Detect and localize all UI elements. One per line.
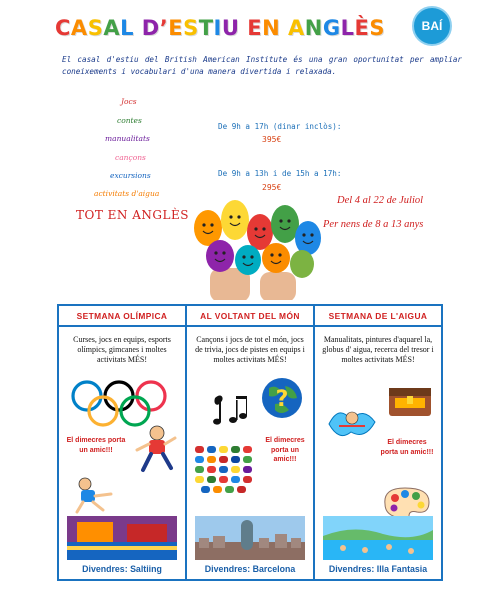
title-letter: G [322,16,341,40]
title-letter: E [247,16,263,40]
title-letter: A [103,16,121,40]
week-olympic-column [59,306,185,579]
friday-excursion: Divendres: Saltiing [82,564,162,574]
trampoline-park-photo [67,516,177,560]
title-letter: A [70,16,88,40]
title-letter: L [340,16,355,40]
activity-item: cançons [115,153,146,162]
title-letter: A [287,16,305,40]
tagline: TOT EN ANGLÈS [76,208,189,222]
schedule-half-day: De 9h a 13h i de 15h a 17h: [218,169,342,178]
painted-hands-image [190,198,325,300]
trampoline-photo-icon [67,516,177,560]
svg-text:?: ? [275,387,289,412]
friday-excursion: Divendres: Barcelona [204,564,296,574]
activity-item: activitats d'aigua [94,189,160,198]
title-letter [239,16,247,40]
week-water-column [313,306,441,579]
week-description: Manualitats, pintures d'aquarel la, globus d' aigua, recerca del tresor i moltes activitats MÉS! [322,335,434,364]
title-letter: S [87,16,104,40]
bai-logo: BAÍ [412,6,452,46]
age-range: Per nens de 8 a 13 anys [323,219,424,230]
week-title: SETMANA DE L'AIGUA [315,306,441,327]
paint-palette-icon [379,484,433,520]
title-letter [280,16,288,40]
title-letter: È [354,16,370,40]
title-letter: T [198,16,214,40]
title-letter: E [168,16,184,40]
title-letter: N [262,16,281,40]
bring-a-friend-note: El dimecres porta un amic!!! [66,437,126,454]
title-letter: I [213,16,222,40]
title-letter: D [141,16,160,40]
globe-icon [259,376,305,420]
hand-illustration [194,200,321,300]
activity-item: contes [117,116,142,125]
water-park-photo [323,516,433,560]
music-notes-icon [207,392,247,428]
intro-paragraph: El casal d'estiu del British American Institute és una gran oportunitat per ampliar coneixements i vocabulari d'una manera divertida i relaxada. [62,55,462,76]
barcelona-photo [195,516,305,560]
jumping-kid-icon [73,476,117,516]
water-park-icon [323,516,433,560]
title-letter: S [183,16,199,40]
weekly-programme [57,304,443,581]
bring-a-friend-note: El dimecres porta un amic!!! [265,437,305,463]
week-title: AL VOLTANT DEL MÓN [187,306,313,327]
flag-hearts-icon [193,444,257,494]
price-full-day: 395€ [262,135,282,144]
camp-dates: Del 4 al 22 de Juliol [337,195,424,206]
treasure-island-icon [387,384,433,418]
friday-excursion: Divendres: Illa Fantasia [328,564,428,574]
week-title: SETMANA OLÍMPICA [59,306,185,327]
schedule-full-day: De 9h a 17h (dinar inclòs): [218,122,342,131]
week-description: Curses, jocs en equips, esports olímpics, gimcanes i moltes activitats MÉS! [73,335,171,364]
price-half-day: 295€ [262,183,282,192]
activity-item: manualitats [105,134,150,143]
title-letter: N [304,16,323,40]
week-world-column [185,306,313,579]
page-title [55,16,385,40]
title-letter: L [120,16,134,40]
barcelona-skyline-icon [195,516,305,560]
olympic-rings-icon [69,378,169,428]
activity-item: excursions [110,171,151,180]
title-letter: U [221,16,240,40]
water-fun-icon [325,402,379,442]
week-description: Cançons i jocs de tot el món, jocs de trivia, jocs de pistes en equips i moltes activitats MÉS! [195,335,305,364]
activity-item: Jocs [121,97,137,106]
title-letter [134,16,142,40]
title-letter: C [55,16,71,40]
running-kid-icon [129,424,179,476]
title-letter: ’ [159,16,169,40]
bring-a-friend-note: El dimecres porta un amic!!! [380,439,434,456]
title-letter: S [369,16,385,40]
